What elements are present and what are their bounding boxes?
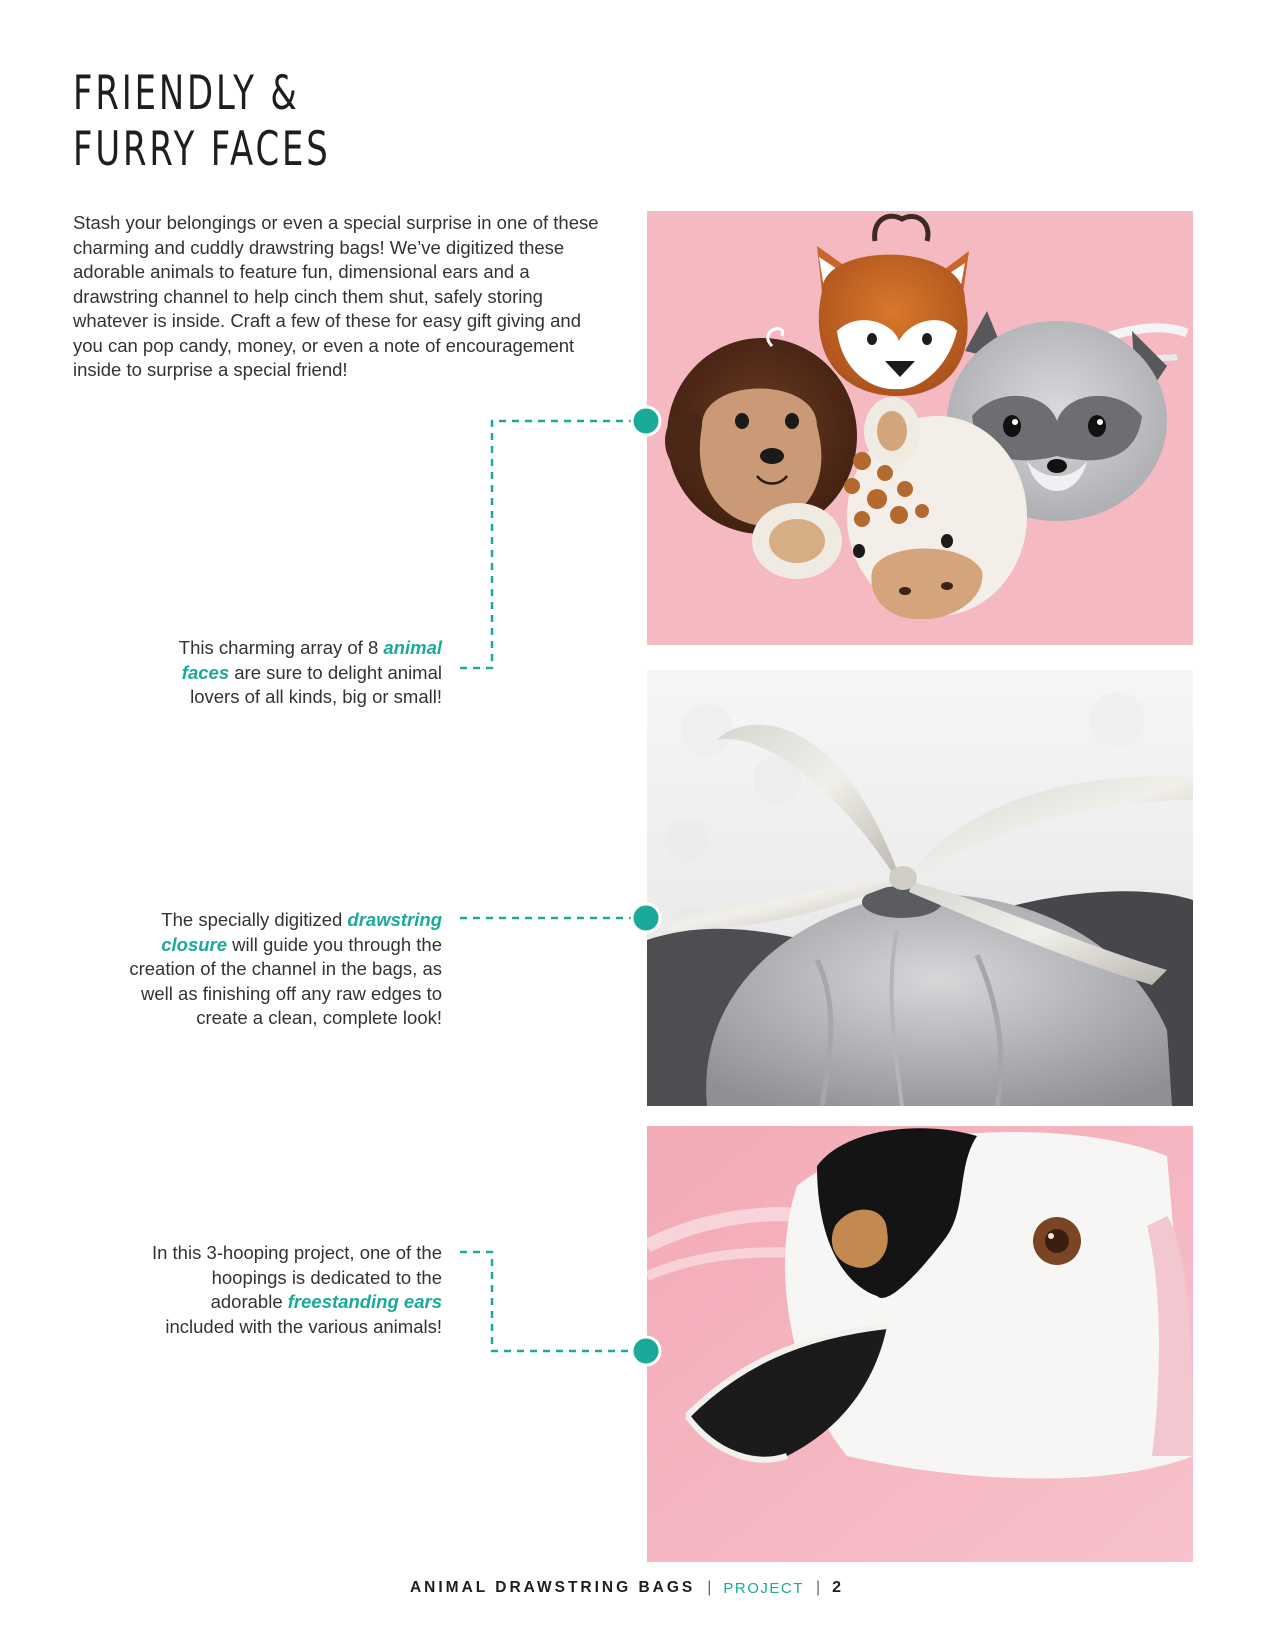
page-number: 2 <box>832 1579 841 1596</box>
footer-title: ANIMAL DRAWSTRING BAGS <box>409 1579 696 1596</box>
footer-section: PROJECT <box>723 1579 804 1597</box>
connector-dot-1 <box>632 407 660 435</box>
connector-line-3 <box>460 1252 635 1351</box>
callout-animal-faces: This charming array of 8 animal faces are sure to delight animal lovers of all kinds, big or small! <box>178 637 442 707</box>
callout-drawstring-closure: The specially digitized drawstring closure will guide you through the creation of the channel in the bags, as well as finishing off any raw edges to create a clean, complete look! <box>129 909 442 1028</box>
title-line-1: FRIENDLY & <box>73 66 300 121</box>
footer-separator: | <box>707 1579 712 1596</box>
connector-dot-2 <box>632 904 660 932</box>
connector-line-1 <box>460 421 635 668</box>
callout-freestanding-ears: In this 3-hooping project, one of the hoopings is dedicated to the adorable freestanding ears included with the various animals! <box>151 1242 442 1337</box>
title-line-2: FURRY FACES <box>73 122 331 177</box>
page-footer <box>410 1577 841 1599</box>
footer-separator-2: | <box>815 1579 821 1596</box>
connector-dot-3 <box>632 1337 660 1365</box>
intro-paragraph: Stash your belongings or even a special surprise in one of these charming and cuddly drawstring bags! We’ve digitized these adorable animals to feature fun, dimensional ears and a drawstring channel to help cinch them shut, safely storing whatever is inside. Craft a few of these for easy gift giving and you can pop candy, money, or even a note of encouragement inside to surprise a special friend! <box>73 212 599 380</box>
